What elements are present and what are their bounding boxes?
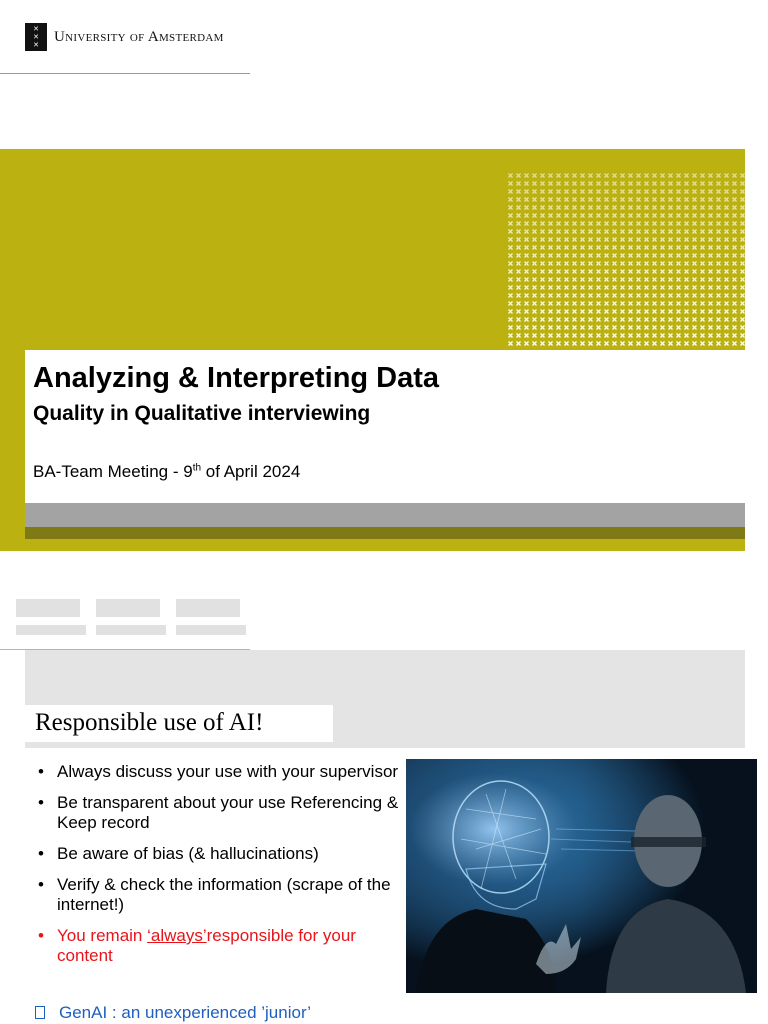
heading-box	[25, 705, 333, 742]
list-item: • Be aware of bias (& hallucinations)	[38, 844, 319, 863]
header-divider	[0, 73, 250, 74]
list-item: • Be transparent about your use Referencing & Keep record	[38, 793, 399, 832]
bullet-list	[35, 762, 405, 977]
olive-footer-bar	[25, 527, 745, 539]
uva-crest-logo: ✕ ✕ ✕	[25, 23, 47, 51]
genai-note: GenAI : an unexperienced ’junior’	[35, 1003, 311, 1023]
list-item: • Always discuss your use with your supervisor	[38, 762, 399, 781]
ai-and-human-face-image	[406, 759, 757, 993]
list-item-responsibility: • You remain ‘always’responsible for your content	[38, 926, 356, 965]
list-item: • Verify & check the information (scrape of the internet!)	[38, 875, 391, 914]
slide-heading: Responsible use of AI!	[35, 709, 264, 736]
faded-logo-watermark	[12, 595, 252, 643]
decorative-dot-grid	[507, 172, 745, 347]
presentation-subtitle: Quality in Qualitative interviewing	[33, 402, 371, 425]
university-name: University of Amsterdam	[54, 28, 224, 45]
arrow-bullet-icon	[35, 1006, 45, 1019]
title-box	[25, 350, 745, 503]
university-header	[25, 22, 224, 52]
grey-footer-bar	[25, 503, 745, 527]
meeting-date: BA-Team Meeting - 9th of April 2024	[33, 462, 301, 481]
presentation-title: Analyzing & Interpreting Data	[33, 362, 440, 394]
